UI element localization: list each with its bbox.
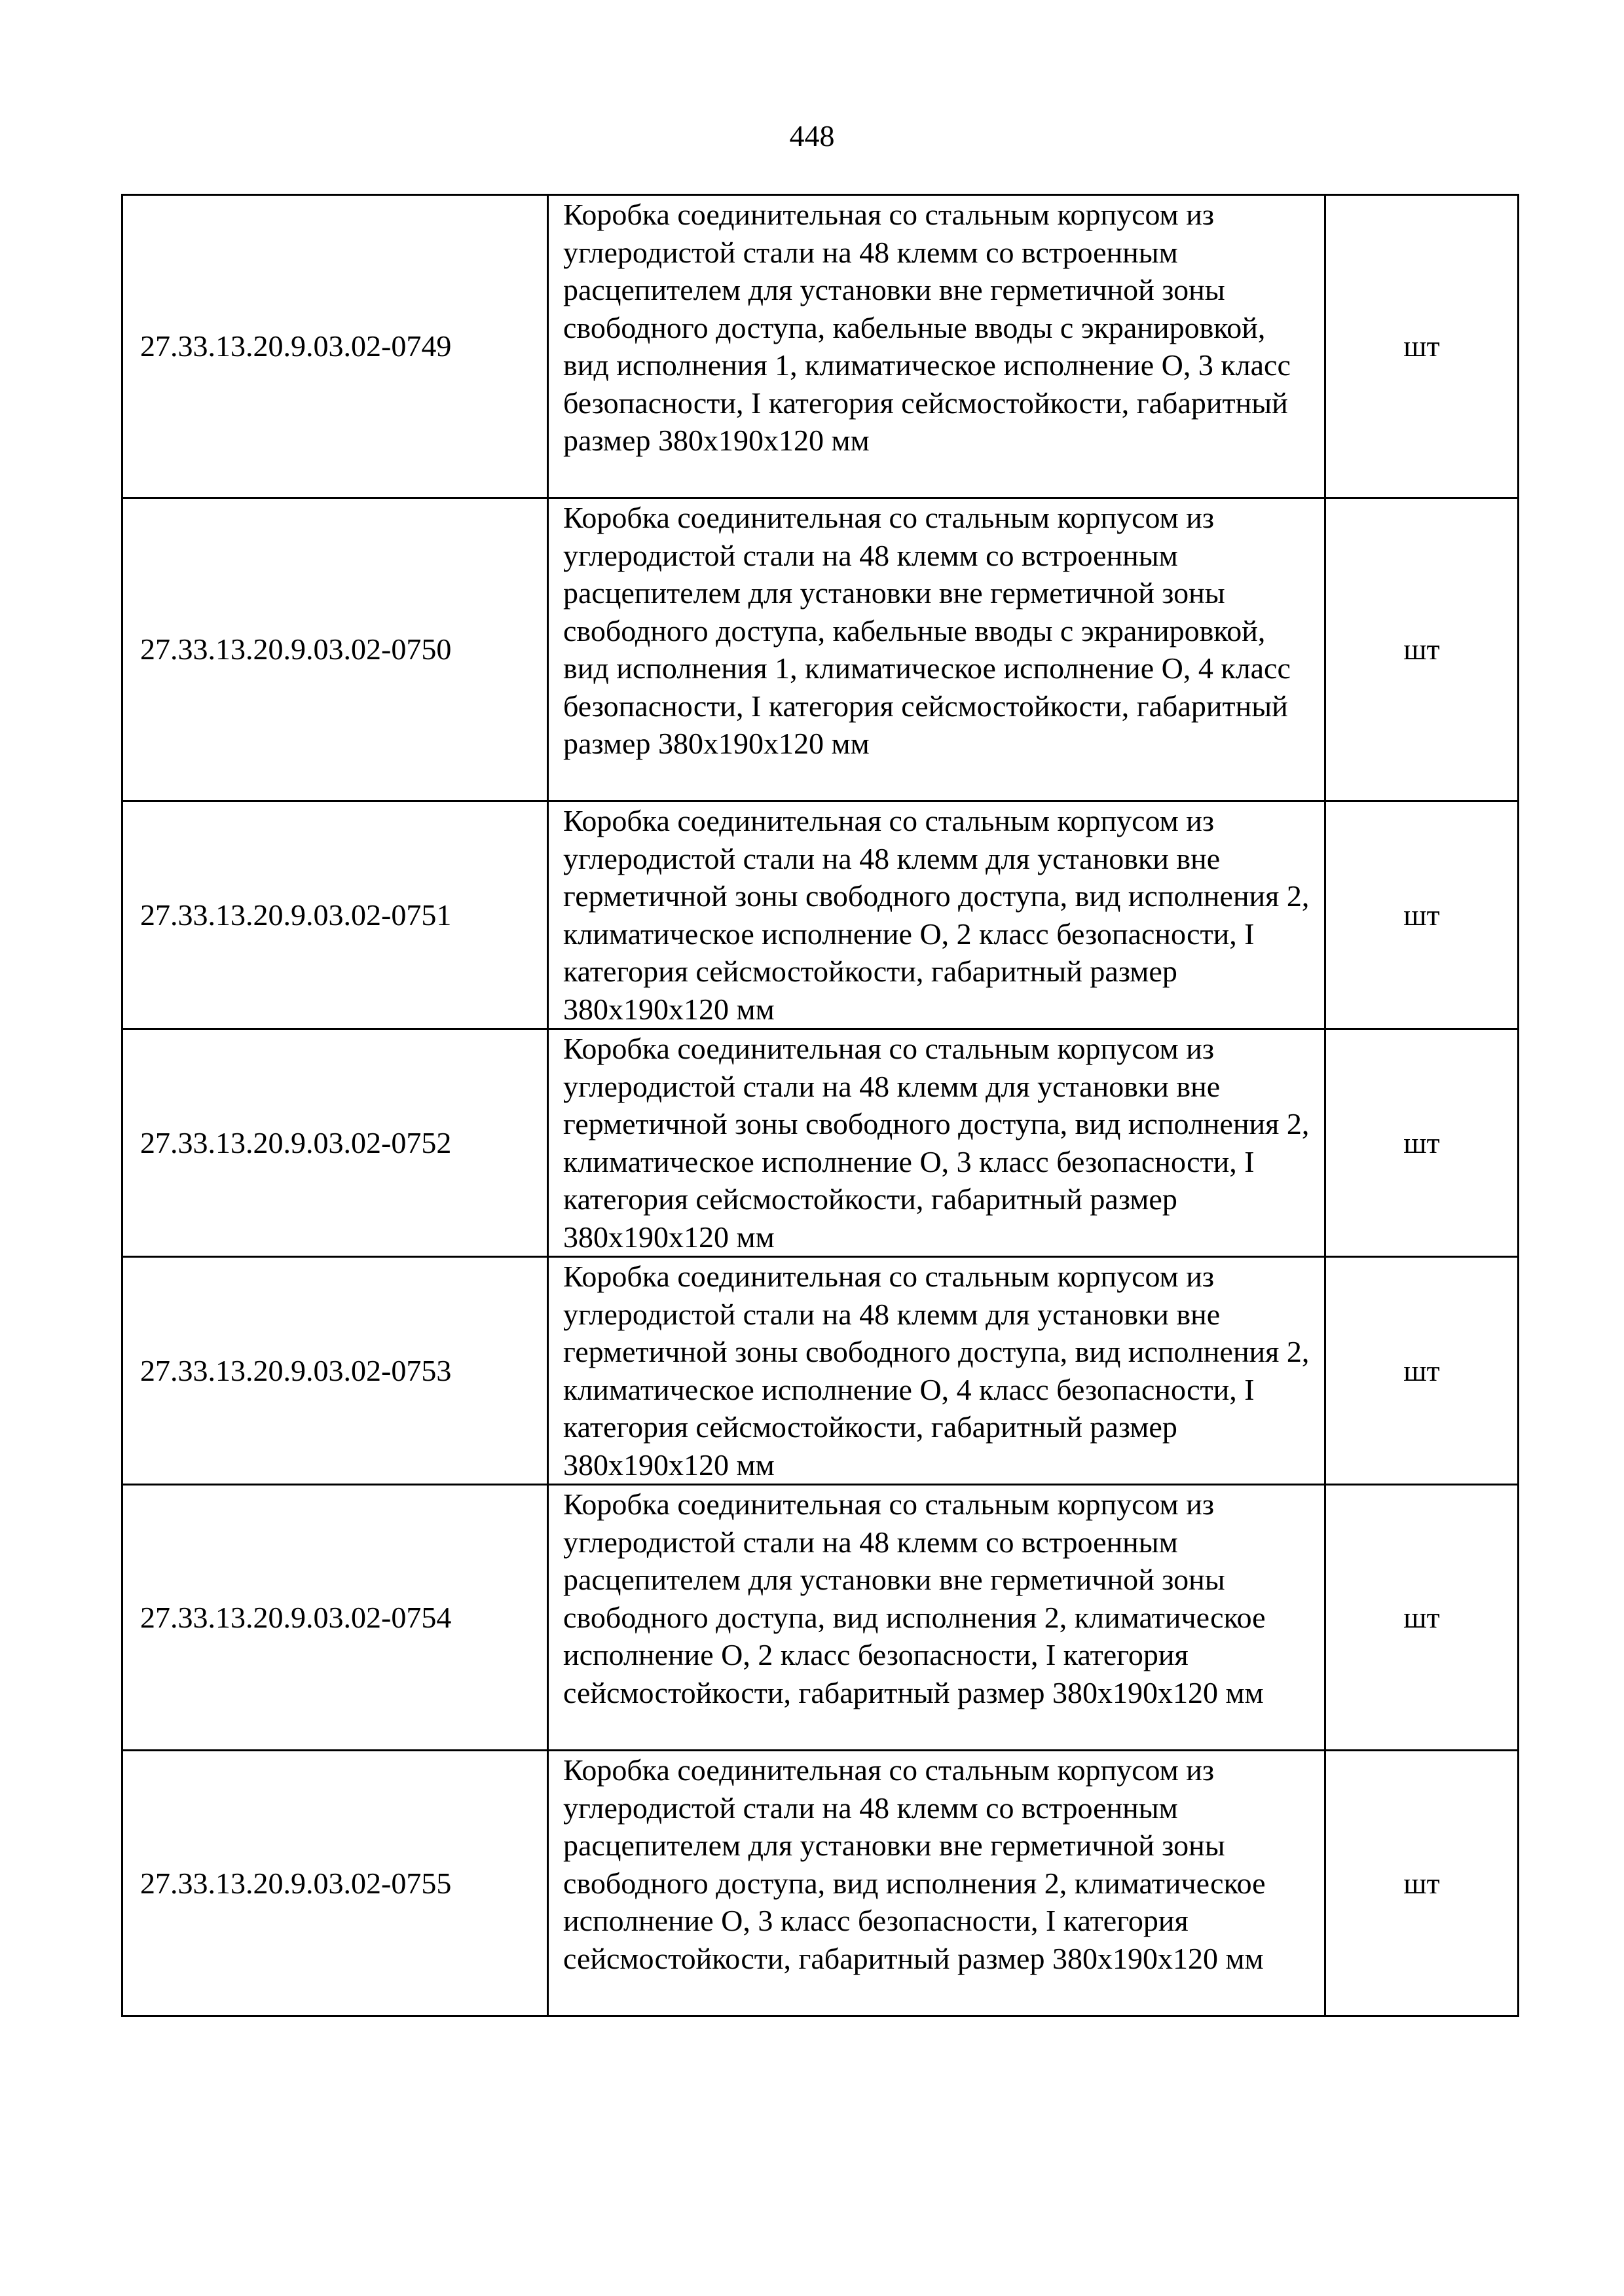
resource-code: 27.33.13.20.9.03.02-0749 xyxy=(122,195,548,498)
table-row xyxy=(122,1257,1519,1485)
resource-description: Коробка соединительная со стальным корпусом из углеродистой стали на 48 клемм со встроенным расцепителем для установки вне герметичной зоны свободного доступа, вид исполнения 2, климатическое исполнение О, 3 класс безопасности, I категория сейсмостойкости, габаритный размер 380х190х120 мм xyxy=(548,1751,1325,2016)
resource-code: 27.33.13.20.9.03.02-0750 xyxy=(122,498,548,801)
table-row xyxy=(122,1029,1519,1257)
resource-description: Коробка соединительная со стальным корпусом из углеродистой стали на 48 клемм для установки вне герметичной зоны свободного доступа, вид исполнения 2, климатическое исполнение О, 2 класс безопасности, I категория сейсмостойкости, габаритный размер 380х190х120 мм xyxy=(548,801,1325,1029)
unit-of-measure: шт xyxy=(1325,1029,1519,1257)
table-row xyxy=(122,498,1519,801)
resource-description: Коробка соединительная со стальным корпусом из углеродистой стали на 48 клемм со встроенным расцепителем для установки вне герметичной зоны свободного доступа, кабельные вводы с экранировкой, вид исполнения 1, климатическое исполнение О, 4 класс безопасности, I категория сейсмостойкости, габаритный размер 380х190х120 мм xyxy=(548,498,1325,801)
page-number: 448 xyxy=(789,119,835,153)
resource-description: Коробка соединительная со стальным корпусом из углеродистой стали на 48 клемм со встроенным расцепителем для установки вне герметичной зоны свободного доступа, вид исполнения 2, климатическое исполнение О, 2 класс безопасности, I категория сейсмостойкости, габаритный размер 380х190х120 мм xyxy=(548,1485,1325,1751)
unit-of-measure: шт xyxy=(1325,801,1519,1029)
resource-description: Коробка соединительная со стальным корпусом из углеродистой стали на 48 клемм для установки вне герметичной зоны свободного доступа, вид исполнения 2, климатическое исполнение О, 3 класс безопасности, I категория сейсмостойкости, габаритный размер 380х190х120 мм xyxy=(548,1029,1325,1257)
resource-code: 27.33.13.20.9.03.02-0752 xyxy=(122,1029,548,1257)
table-row xyxy=(122,1485,1519,1751)
resource-table xyxy=(121,194,1519,2017)
unit-of-measure: шт xyxy=(1325,498,1519,801)
table-row xyxy=(122,801,1519,1029)
unit-of-measure: шт xyxy=(1325,1257,1519,1485)
resource-code: 27.33.13.20.9.03.02-0753 xyxy=(122,1257,548,1485)
resource-code: 27.33.13.20.9.03.02-0751 xyxy=(122,801,548,1029)
resource-code: 27.33.13.20.9.03.02-0754 xyxy=(122,1485,548,1751)
resource-code: 27.33.13.20.9.03.02-0755 xyxy=(122,1751,548,2016)
resource-description: Коробка соединительная со стальным корпусом из углеродистой стали на 48 клемм со встроенным расцепителем для установки вне герметичной зоны свободного доступа, кабельные вводы с экранировкой, вид исполнения 1, климатическое исполнение О, 3 класс безопасности, I категория сейсмостойкости, габаритный размер 380х190х120 мм xyxy=(548,195,1325,498)
resource-description: Коробка соединительная со стальным корпусом из углеродистой стали на 48 клемм для установки вне герметичной зоны свободного доступа, вид исполнения 2, климатическое исполнение О, 4 класс безопасности, I категория сейсмостойкости, габаритный размер 380х190х120 мм xyxy=(548,1257,1325,1485)
unit-of-measure: шт xyxy=(1325,1485,1519,1751)
table-row xyxy=(122,195,1519,498)
unit-of-measure: шт xyxy=(1325,195,1519,498)
table-row xyxy=(122,1751,1519,2016)
unit-of-measure: шт xyxy=(1325,1751,1519,2016)
